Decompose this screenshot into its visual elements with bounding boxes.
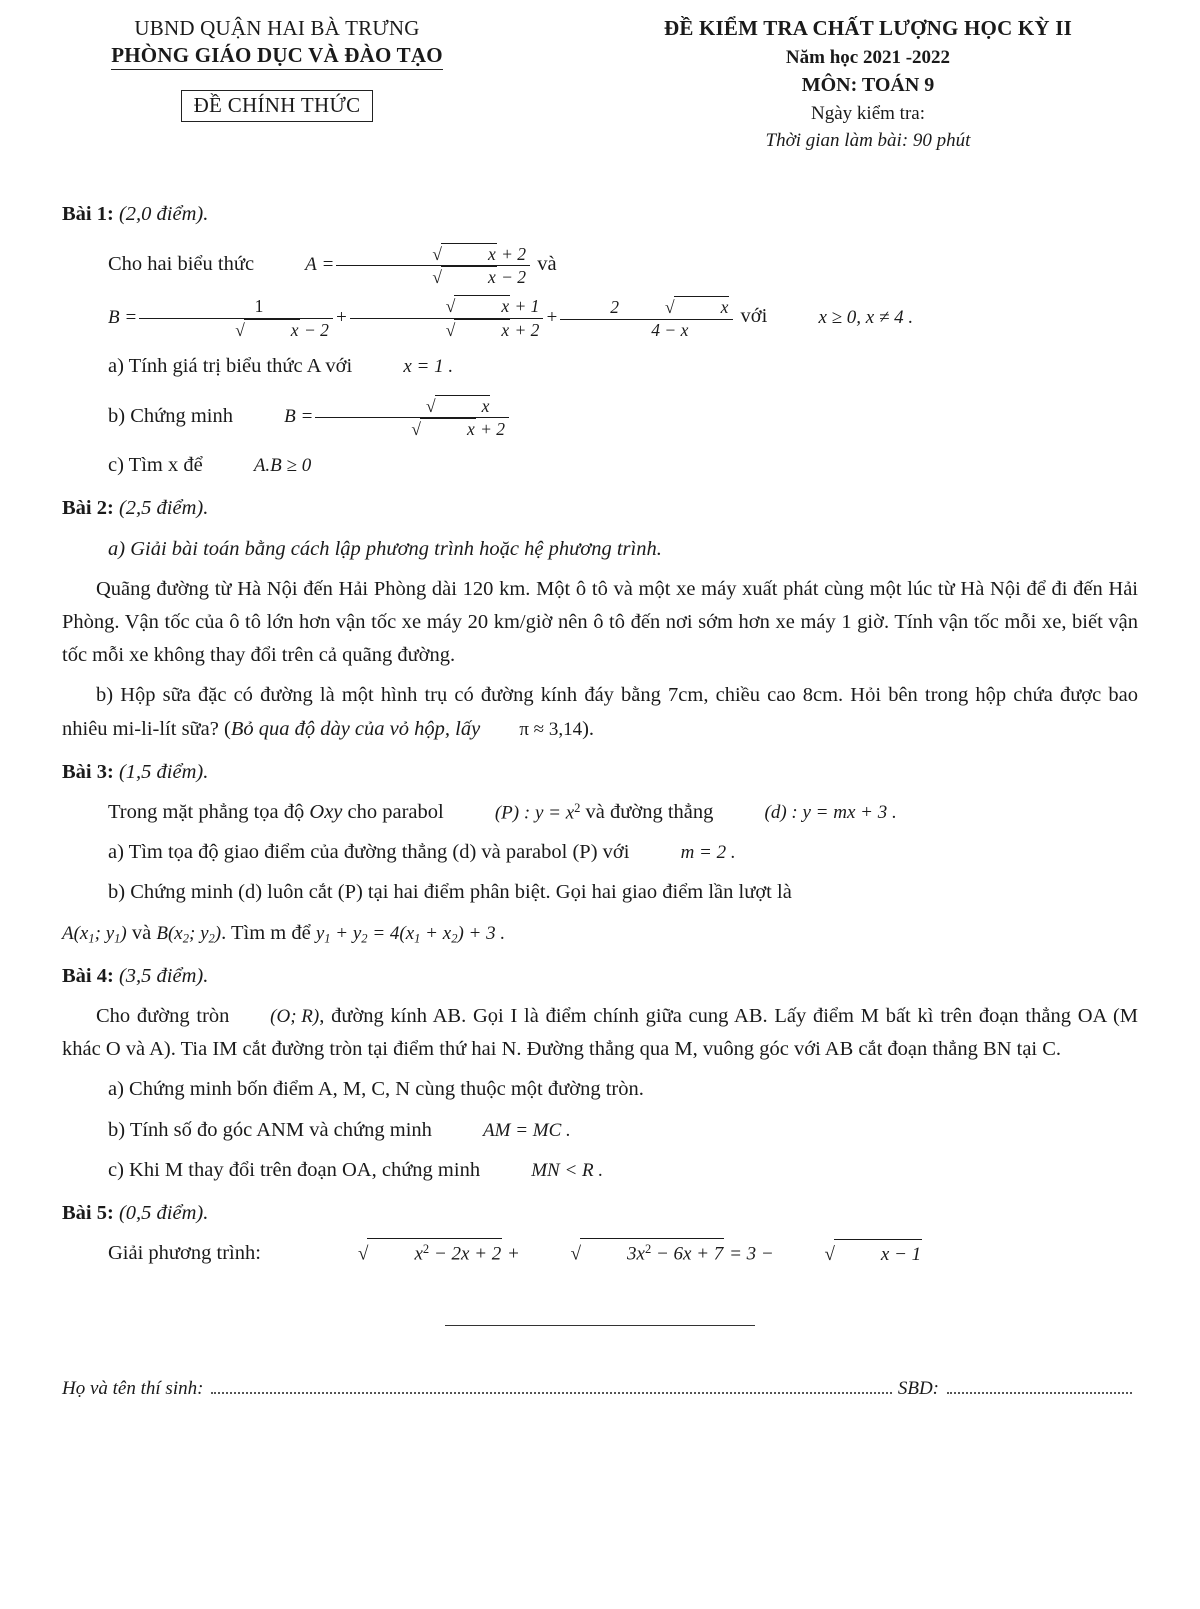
question-3b-tail: . Tìm m để [221, 921, 311, 944]
issuing-authority: UBND QUẬN HAI BÀ TRƯNG [134, 16, 420, 40]
question-4-label: Bài 4: [62, 964, 114, 987]
question-1-part-b [62, 390, 1138, 442]
department-name: PHÒNG GIÁO DỤC VÀ ĐÀO TẠO [111, 43, 443, 70]
question-1-points: (2,0 điểm). [118, 203, 209, 225]
question-1-intro [62, 238, 1138, 343]
question-3a-text: a) Tìm tọa độ giao điểm của đường thẳng (d) và parabol (P) với [108, 841, 630, 864]
question-2b-note: Bỏ qua độ dày của vỏ hộp, lấy [230, 717, 481, 740]
candidate-name-label: Họ và tên thí sinh: [62, 1377, 204, 1399]
exam-title: ĐỀ KIỂM TRA CHẤT LƯỢNG HỌC KỲ II [664, 16, 1072, 40]
question-1c-text: c) Tìm x để [108, 454, 203, 477]
exam-duration: Thời gian làm bài: 90 phút [765, 130, 971, 151]
question-4-part-a: a) Chứng minh bốn điểm A, M, C, N cùng thuộc một đường tròn. [108, 1078, 644, 1101]
question-5-label: Bài 5: [62, 1202, 114, 1225]
question-2-label: Bài 2: [62, 497, 114, 520]
question-5-body [62, 1237, 1138, 1270]
expression-A: A = $\frac{√ x + 2}{√ x - 2}$ [259, 241, 532, 289]
question-3-part-b-cont [62, 917, 1138, 950]
question-1b-text: b) Chứng minh [108, 404, 234, 427]
question-2-heading [62, 492, 1138, 525]
exam-subject: MÔN: TOÁN 9 [801, 74, 935, 96]
question-1b-identity: B = $\frac{√ x}{√ x + 2}$ [238, 393, 511, 441]
pi-value: π ≈ 3,14 [519, 718, 583, 740]
candidate-number-label: SBD: [897, 1377, 939, 1399]
candidate-info-line [62, 1378, 1138, 1400]
question-4-heading [62, 960, 1138, 993]
question-4c-inequality: MN < R . [531, 1159, 604, 1181]
question-4-text-post: , đường kính AB. Gọi I là điểm chính giữa cung AB. Lấy điểm M bất kì trên đoạn thẳng OA (M khác O và A). Tia IM cắt đường tròn tại điểm thứ hai N. Đường thẳng qua M, vuông góc với AB cắt đoạn thẳng BN tại C. [62, 1005, 1138, 1061]
parabola-equation: (P) : $y = x^2$ [494, 800, 581, 824]
question-3-intro-text: Trong mặt phẳng tọa độ [108, 801, 305, 824]
question-2a-body: Quãng đường từ Hà Nội đến Hải Phòng dài 120 km. Một ô tô và một xe máy xuất phát cùng một lúc từ Hà Nội để đi đến Hải Phòng. Vận tốc của ô tô lớn hơn vận tốc xe máy 20 km/giờ nên ô tô đến nơi sớm hơn xe máy 1 giờ. Tính vận tốc mỗi xe, biết vận tốc mỗi xe không thay đổi trên cả quãng đường. [62, 577, 1138, 667]
question-4c-text: c) Khi M thay đổi trên đoạn OA, chứng minh [108, 1158, 481, 1181]
footer-divider [445, 1325, 755, 1326]
school-year: Năm học 2021 -2022 [785, 47, 951, 68]
question-5-equation: √ $x^2 - 2x + 2$ + √ $3x^2 - 6x + 7 = 3$ − √ x − 1 [266, 1238, 922, 1270]
question-3-heading [62, 756, 1138, 789]
question-5-points: (0,5 điểm). [118, 1202, 209, 1225]
question-3-points: (1,5 điểm). [118, 760, 209, 783]
question-1-part-a [62, 350, 1138, 383]
question-1a-text: a) Tính giá trị biểu thức A với [108, 354, 353, 377]
question-4b-text: b) Tính số đo góc ANM và chứng minh [108, 1118, 432, 1141]
exam-body [62, 198, 1138, 1271]
question-1c-inequality: A.B ≥ 0 [253, 455, 312, 477]
question-1-label: Bài 1: [62, 203, 114, 225]
question-1-conjunction: và [537, 253, 557, 276]
question-2-part-a: a) Giải bài toán bằng cách lập phương trình hoặc hệ phương trình. [108, 537, 662, 560]
exam-date: Ngày kiểm tra: [811, 103, 925, 124]
question-1-condition-word: với [740, 305, 768, 328]
question-3-part-b [62, 876, 1138, 909]
question-1-intro-text: Cho hai biểu thức [108, 253, 255, 276]
line-equation: (d) : y = mx + 3 . [764, 801, 897, 823]
question-3b-condition: $y_1 + y_2 = 4(x_1 + x_2) + 3$ . [315, 922, 506, 946]
question-1a-value: x = 1 . [403, 355, 454, 377]
question-3b-and: và [131, 921, 152, 944]
question-3-intro [62, 796, 1138, 829]
question-5-heading [62, 1197, 1138, 1230]
question-3-intro-text3: và đường thẳng [585, 801, 714, 824]
question-4-text-pre: Cho đường tròn [96, 1005, 230, 1028]
question-5-text: Giải phương trình: [108, 1242, 261, 1265]
question-2-part-b [62, 679, 1138, 745]
question-4-part-b [62, 1114, 1138, 1147]
question-2b-text: b) Hộp sữa đặc có đường là một hình trụ có đường kính đáy bằng 7cm, chiều cao 8cm. Hỏi bên trong hộp chứa được bao nhiêu mi-li-lít sữa? ( [62, 684, 1138, 740]
question-3-part-a [62, 836, 1138, 869]
question-3b-text: b) Chứng minh (d) luôn cắt (P) tại hai điểm phân biệt. Gọi hai giao điểm lần lượt là [108, 881, 792, 904]
question-4b-equality: AM = MC . [483, 1119, 571, 1141]
document-header [62, 14, 1138, 152]
question-4-points: (3,5 điểm). [118, 964, 209, 987]
point-B: $B(x_2$; $y_2$) [156, 922, 222, 946]
question-1-heading [62, 198, 1138, 231]
question-1-part-c [62, 449, 1138, 482]
question-4-part-c [62, 1154, 1138, 1187]
question-2b-tail: ). [582, 717, 595, 740]
question-3-label: Bài 3: [62, 760, 114, 783]
question-3-intro-text2: cho parabol [347, 801, 444, 824]
question-2-points: (2,5 điểm). [118, 497, 209, 520]
candidate-name-field[interactable] [211, 1391, 891, 1394]
question-3a-m-value: m = 2 . [680, 842, 736, 864]
expression-B: B = $\frac{1}{√ x - 2}$ + $\frac{√ x + 1}{√ x + 2}$ + $\frac{2 √ x}{4 - x}$ [62, 294, 735, 342]
point-A: $A(x_1$; $y_1$) [62, 922, 127, 946]
condition-x: x ≥ 0, x ≠ 4 . [818, 306, 914, 328]
question-4-body [62, 1000, 1138, 1066]
circle-notation: (O; R) [270, 1005, 320, 1027]
header-right-block [598, 14, 1138, 152]
coordinate-plane-label: Oxy [309, 801, 343, 824]
header-left-block [62, 14, 492, 122]
candidate-number-field[interactable] [947, 1391, 1132, 1394]
official-exam-badge: ĐỀ CHÍNH THỨC [181, 90, 374, 122]
